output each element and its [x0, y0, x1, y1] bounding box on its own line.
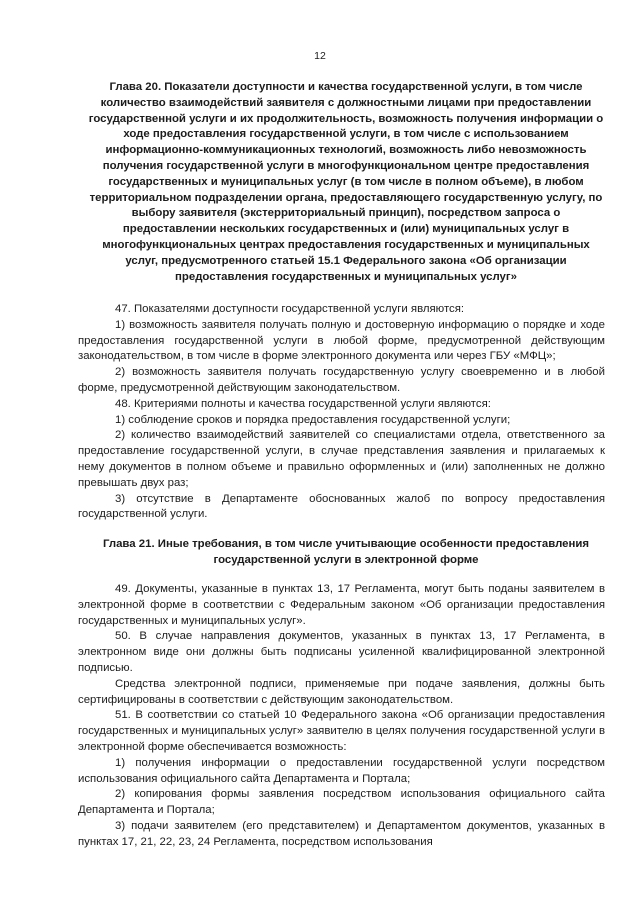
paragraph-49: 49. Документы, указанные в пунктах 13, 17 Регламента, могут быть поданы заявителем в электронной форме в соответствии с Федеральным законом «Об организации предоставления государственных и муниципальных услуг». [78, 583, 605, 627]
chapter-20-heading: Глава 20. Показатели доступности и качества государственной услуги, в том числе количество взаимодействий заявителя с должностными лицами при предоставлении государственной услуги и их продолжительность, возможность получения информации о ходе предоставления государственной услуги, в том числе с использованием информационно-коммуникационных технологий, возможность либо невозможность получения государственной услуги в многофункциональном центре предоставления государственных и муниципальных услуг (в том числе в полном объеме), в любом территориальном подразделении органа, предоставляющего государственную услугу, по выбору заявителя (экстерриториальный принцип), посредством запроса о предоставлении нескольких государственных и (или) муниципальных услуг в многофункциональных центрах предоставления государственных и муниципальных услуг, предусмотренного статьей 15.1 Федерального закона «Об организации предоставления государственных и муниципальных услуг» [88, 81, 604, 283]
paragraph-50: 50. В случае направления документов, указанных в пунктах 13, 17 Регламента, в электронном виде они должны быть подписаны усиленной квалифицированной электронной подписью. [78, 630, 605, 674]
paragraph-48: 48. Критериями полноты и качества государственной услуги являются: [115, 397, 491, 410]
chapter-20-body [78, 302, 605, 523]
paragraph-47-item-1: 1) возможность заявителя получать полную и достоверную информацию о порядке и ходе предоставления государственной услуги в любой форме, предусмотренной действующим законодательством, в том числе в форме электронного документа или через ГБУ «МФЦ»; [78, 318, 605, 363]
paragraph-51-item-2: 2) копирования формы заявления посредством использования официального сайта Департамента и Портала; [78, 788, 605, 817]
paragraph-48-item-3: 3) отсутствие в Департаменте обоснованных жалоб по вопросу предоставления государственной услуги. [78, 492, 605, 521]
paragraph-50-signature: Средства электронной подписи, применяемые при подаче заявления, должны быть сертифицированы в соответствии с действующим законодательством. [78, 677, 605, 706]
paragraph-47: 47. Показателями доступности государственной услуги являются: [115, 303, 465, 315]
paragraph-51-item-3: 3) подачи заявителем (его представителем) и Департаментом документов, указанных в пунктах 17, 21, 22, 23, 24 Регламента, посредством использования [78, 819, 605, 848]
paragraph-48-item-1: 1) соблюдение сроков и порядка предоставления государственной услуги; [115, 413, 511, 426]
paragraph-51-item-1: 1) получения информации о предоставлении государственной услуги посредством использования официального сайта Департамента и Портала; [78, 756, 605, 785]
chapter-21-heading: Глава 21. Иные требования, в том числе учитывающие особенности предоставления государственной услуги в электронной форме [102, 538, 590, 566]
chapter-21-body [78, 582, 605, 851]
page-number: 12 [314, 50, 326, 62]
paragraph-48-item-2: 2) количество взаимодействий заявителей со специалистами отдела, ответственного за предоставление государственной услуги, в случае представления заявления и прилагаемых к нему документов в полном объеме и правильно оформленных и (или) заполненных не должно превышать двух раз; [78, 429, 605, 489]
paragraph-47-item-2: 2) возможность заявителя получать государственную услугу своевременно и в любой форме, предусмотренной действующим законодательством. [78, 366, 605, 394]
paragraph-51: 51. В соответствии со статьей 10 Федерального закона «Об организации предоставления государственных и муниципальных услуг» заявителю в целях получения государственной услуги в электронной форме обеспечивается возможность: [78, 709, 605, 753]
